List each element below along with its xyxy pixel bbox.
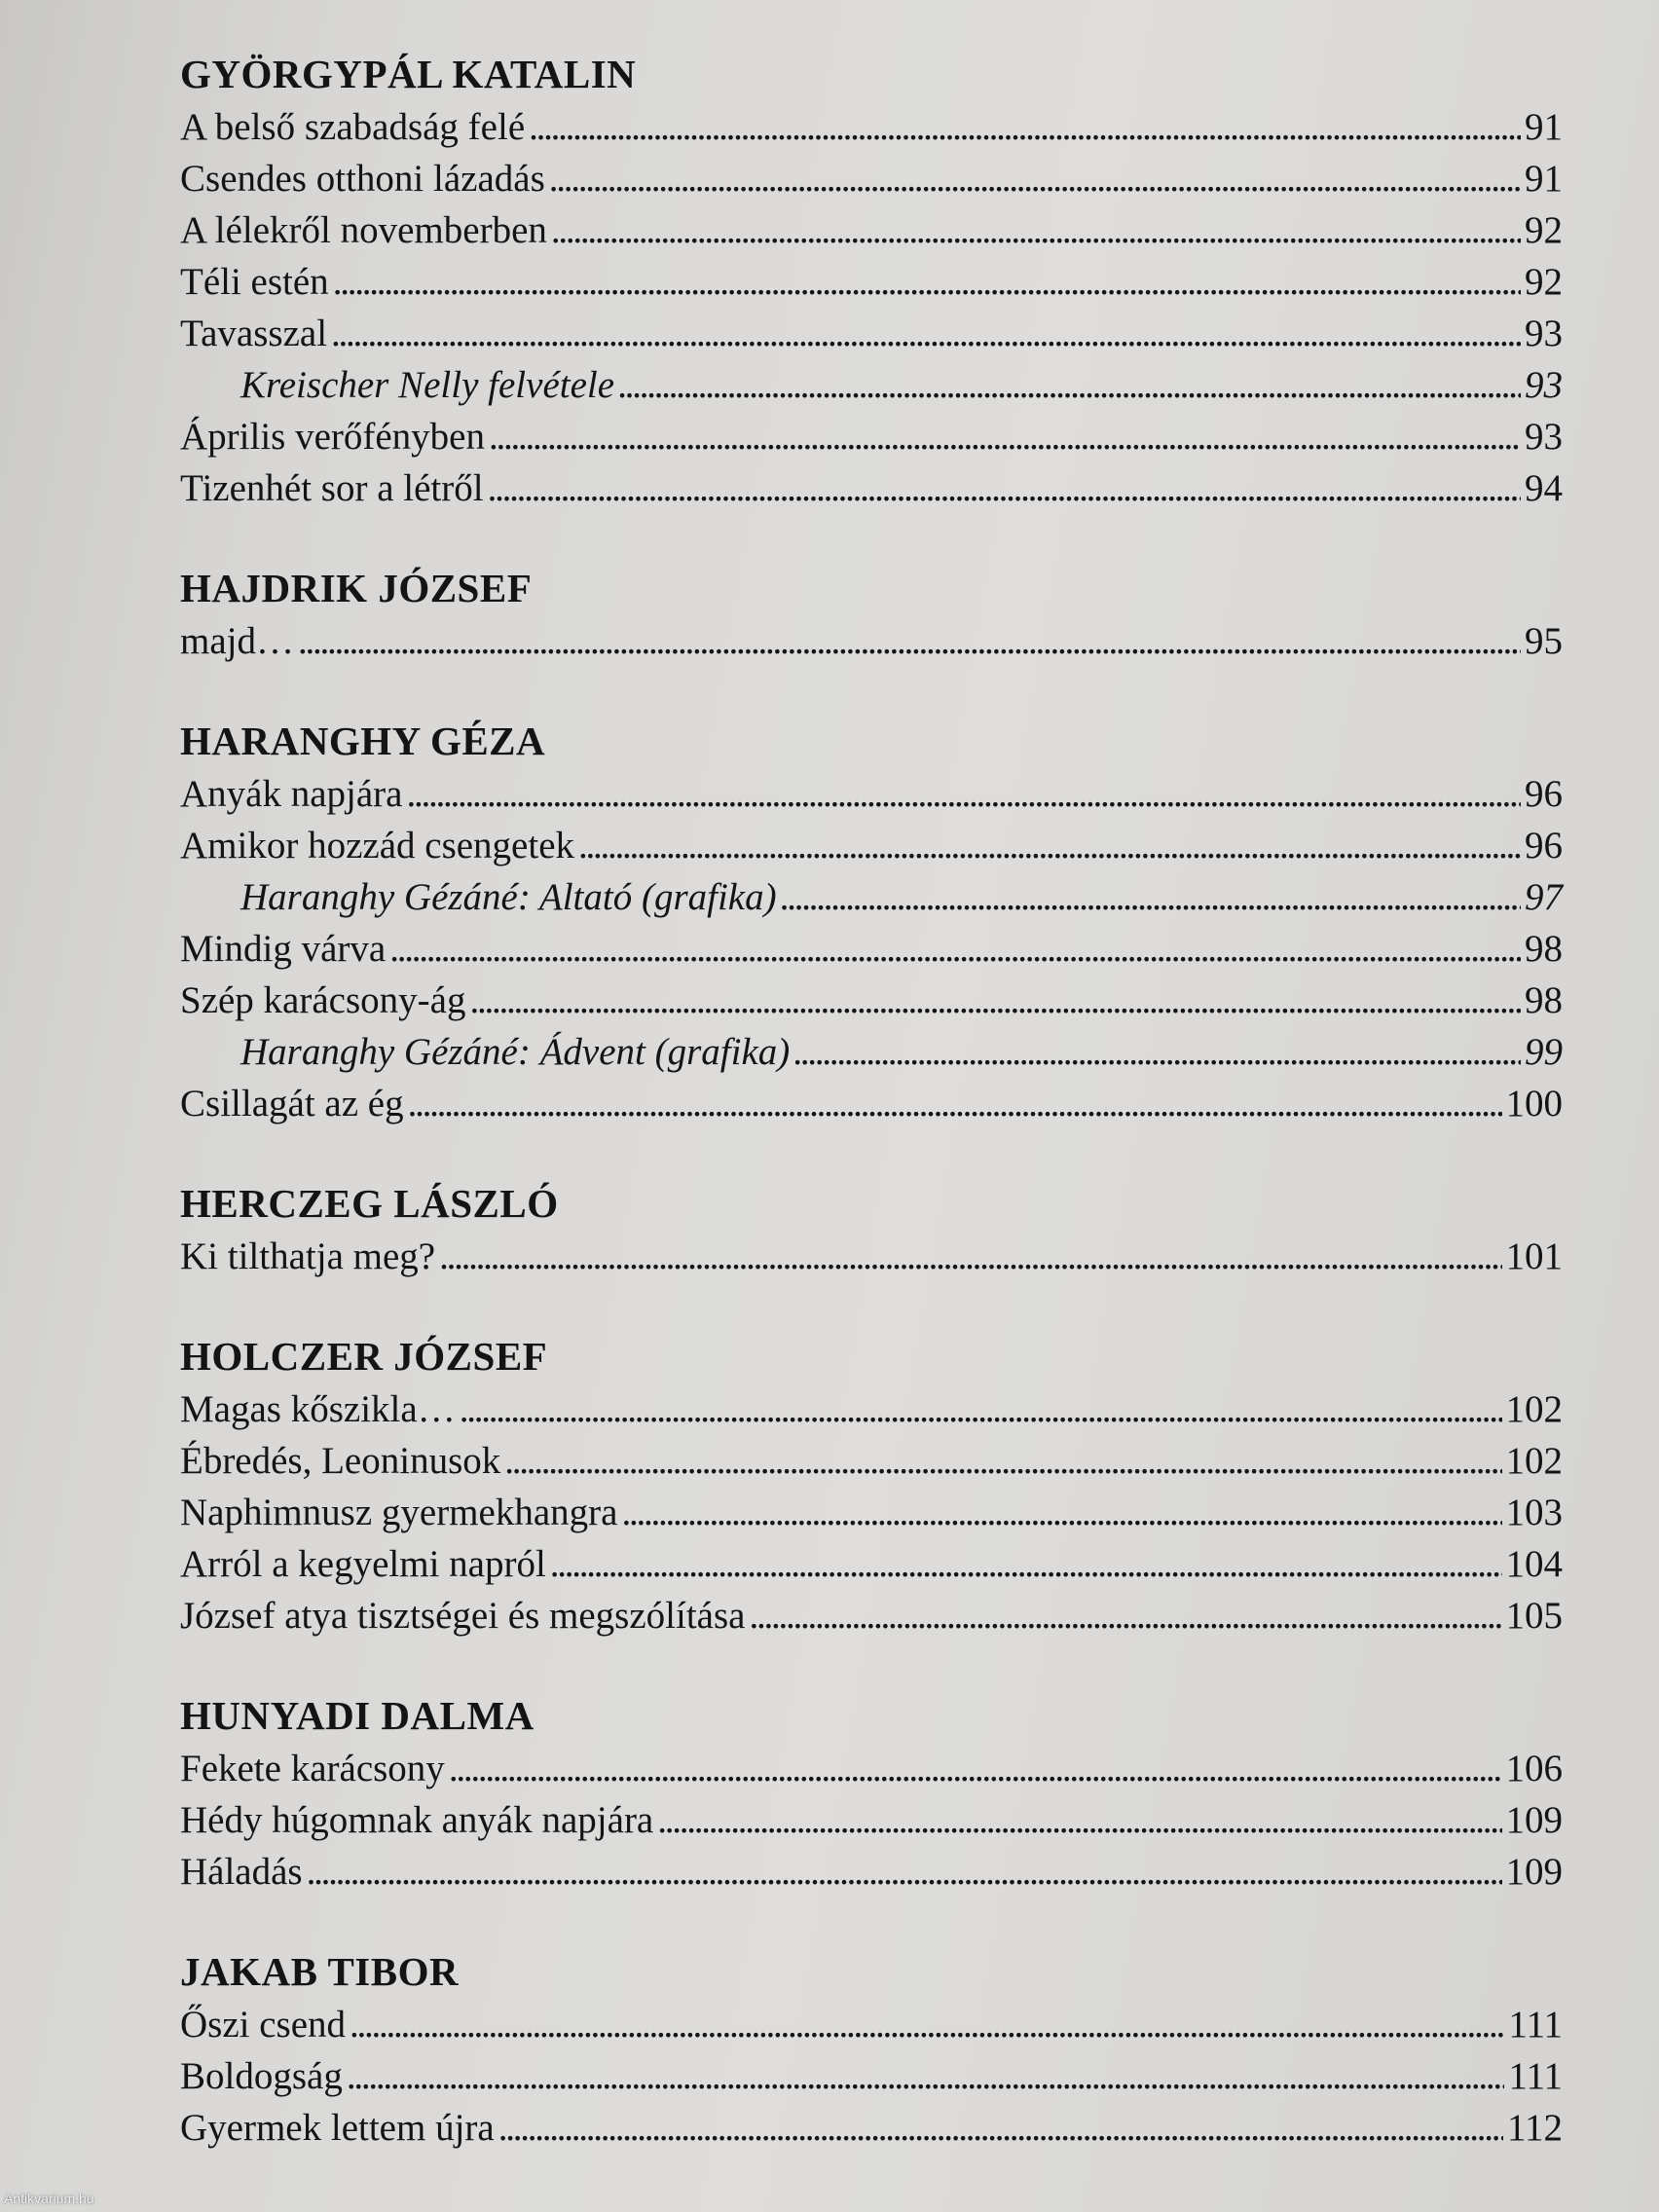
entry-title: Csendes otthoni lázadás [180, 158, 545, 200]
toc-entry [180, 2102, 1563, 2154]
dot-leader [578, 820, 1521, 871]
toc-entry [180, 768, 1563, 820]
entry-page-number: 106 [1505, 1748, 1563, 1789]
author-heading: HAJDRIK JÓZSEF [180, 566, 533, 610]
author-section [180, 714, 1563, 1129]
entry-page-number: 105 [1505, 1595, 1563, 1637]
toc-entry [180, 204, 1563, 256]
entry-page-number: 99 [1525, 1031, 1563, 1073]
entry-title: Haranghy Gézáné: Altató (grafika) [240, 876, 777, 918]
dot-leader [550, 1538, 1502, 1590]
toc-entry [180, 1231, 1563, 1282]
entry-title: Gyermek lettem újra [180, 2107, 495, 2149]
entry-title: Őszi csend [180, 2004, 347, 2046]
toc-entry [180, 871, 1563, 923]
toc-entry [180, 1487, 1563, 1538]
toc-entry [180, 615, 1563, 667]
dot-leader [498, 2102, 1503, 2154]
entry-page-number: 97 [1525, 876, 1563, 918]
dot-leader [460, 1383, 1502, 1435]
toc-entry [180, 820, 1563, 871]
author-heading: HUNYADI DALMA [180, 1693, 535, 1738]
entry-page-number: 91 [1525, 158, 1563, 200]
toc-entry [180, 1026, 1563, 1078]
toc-entry [180, 1435, 1563, 1487]
entry-page-number: 96 [1525, 773, 1563, 815]
dot-leader [307, 1846, 1502, 1898]
entry-title: Tavasszal [180, 313, 328, 354]
entry-page-number: 103 [1505, 1492, 1563, 1533]
entry-title: A lélekről novemberben [180, 209, 547, 251]
entry-title: A belső szabadság felé [180, 106, 526, 148]
author-heading: HERCZEG LÁSZLÓ [180, 1181, 559, 1226]
toc-entry [180, 1743, 1563, 1794]
entry-page-number: 111 [1508, 2055, 1563, 2097]
dot-leader [439, 1231, 1501, 1282]
dot-leader [618, 359, 1521, 411]
entry-page-number: 101 [1505, 1235, 1563, 1277]
dot-leader [488, 462, 1521, 514]
toc-entry [180, 411, 1563, 462]
toc-entry [180, 1846, 1563, 1898]
entry-title: Április verőfényben [180, 416, 485, 458]
toc-entry [180, 2050, 1563, 2102]
entry-page-number: 91 [1525, 106, 1563, 148]
author-section [180, 561, 1563, 667]
entry-title: Mindig várva [180, 928, 387, 970]
entry-title: Fekete karácsony [180, 1748, 445, 1789]
dot-leader [347, 2050, 1505, 2102]
dot-leader [333, 256, 1521, 308]
entry-title: Tizenhét sor a létről [180, 467, 484, 509]
entry-page-number: 93 [1525, 364, 1563, 406]
toc-entry [180, 975, 1563, 1026]
entry-title: Anyák napjára [180, 773, 403, 815]
dot-leader [529, 101, 1521, 153]
entry-page-number: 98 [1525, 928, 1563, 970]
dot-leader [657, 1794, 1501, 1846]
entry-page-number: 94 [1525, 467, 1563, 509]
table-of-contents [180, 47, 1563, 2200]
dot-leader [408, 1078, 1502, 1129]
author-section [180, 1176, 1563, 1282]
dot-leader [449, 1743, 1502, 1794]
dot-leader [793, 1026, 1521, 1078]
dot-leader [389, 923, 1521, 975]
entry-title: Ki tilthatja meg? [180, 1235, 436, 1277]
entry-title: Boldogság [180, 2055, 343, 2097]
toc-entry [180, 1794, 1563, 1846]
entry-page-number: 102 [1505, 1388, 1563, 1430]
author-section [180, 1944, 1563, 2154]
entry-page-number: 112 [1506, 2107, 1563, 2149]
dot-leader [504, 1435, 1501, 1487]
dot-leader [749, 1590, 1501, 1641]
entry-page-number: 96 [1525, 825, 1563, 866]
dot-leader [406, 768, 1521, 820]
dot-leader [331, 308, 1521, 359]
author-heading: HARANGHY GÉZA [180, 719, 546, 763]
dot-leader [350, 1999, 1504, 2050]
toc-entry [180, 1999, 1563, 2050]
entry-title: Szép karácsony-ág [180, 979, 466, 1021]
entry-title: majd… [180, 620, 294, 662]
toc-entry [180, 1538, 1563, 1590]
entry-page-number: 109 [1505, 1851, 1563, 1893]
entry-title: Háladás [180, 1851, 303, 1893]
entry-page-number: 109 [1505, 1799, 1563, 1841]
entry-page-number: 93 [1525, 313, 1563, 354]
entry-page-number: 95 [1525, 620, 1563, 662]
entry-title: Magas kőszikla… [180, 1388, 456, 1430]
entry-page-number: 98 [1525, 979, 1563, 1021]
author-heading: GYÖRGYPÁL KATALIN [180, 52, 637, 96]
dot-leader [621, 1487, 1501, 1538]
entry-page-number: 100 [1505, 1083, 1563, 1124]
entry-title: Csillagát az ég [180, 1083, 404, 1124]
entry-title: Naphimnusz gyermekhangra [180, 1492, 618, 1533]
toc-entry [180, 308, 1563, 359]
toc-entry [180, 101, 1563, 153]
entry-page-number: 104 [1505, 1543, 1563, 1585]
toc-entry [180, 1383, 1563, 1435]
entry-title: Arról a kegyelmi napról [180, 1543, 546, 1585]
entry-title: Hédy húgomnak anyák napjára [180, 1799, 654, 1841]
dot-leader [489, 411, 1521, 462]
dot-leader [781, 871, 1521, 923]
entry-page-number: 92 [1525, 261, 1563, 303]
toc-entry [180, 462, 1563, 514]
entry-page-number: 92 [1525, 209, 1563, 251]
entry-title: Kreischer Nelly felvétele [240, 364, 615, 406]
dot-leader [298, 615, 1521, 667]
entry-page-number: 93 [1525, 416, 1563, 458]
dot-leader [549, 153, 1521, 204]
watermark: Antikvarium.hu [4, 2191, 94, 2206]
entry-page-number: 111 [1508, 2004, 1563, 2046]
author-section [180, 1329, 1563, 1641]
author-heading: JAKAB TIBOR [180, 1949, 460, 1994]
toc-entry [180, 923, 1563, 975]
entry-title: Amikor hozzád csengetek [180, 825, 575, 866]
author-section [180, 1688, 1563, 1898]
toc-entry [180, 359, 1563, 411]
toc-entry [180, 153, 1563, 204]
dot-leader [469, 975, 1521, 1026]
entry-title: Haranghy Gézáné: Ádvent (grafika) [240, 1031, 791, 1073]
dot-leader [551, 204, 1521, 256]
entry-title: József atya tisztségei és megszólítása [180, 1595, 746, 1637]
toc-entry [180, 1078, 1563, 1129]
toc-entry [180, 256, 1563, 308]
entry-title: Téli estén [180, 261, 329, 303]
entry-title: Ébredés, Leoninusok [180, 1440, 501, 1482]
author-heading: HOLCZER JÓZSEF [180, 1334, 548, 1379]
toc-entry [180, 1590, 1563, 1641]
author-section [180, 47, 1563, 514]
entry-page-number: 102 [1505, 1440, 1563, 1482]
